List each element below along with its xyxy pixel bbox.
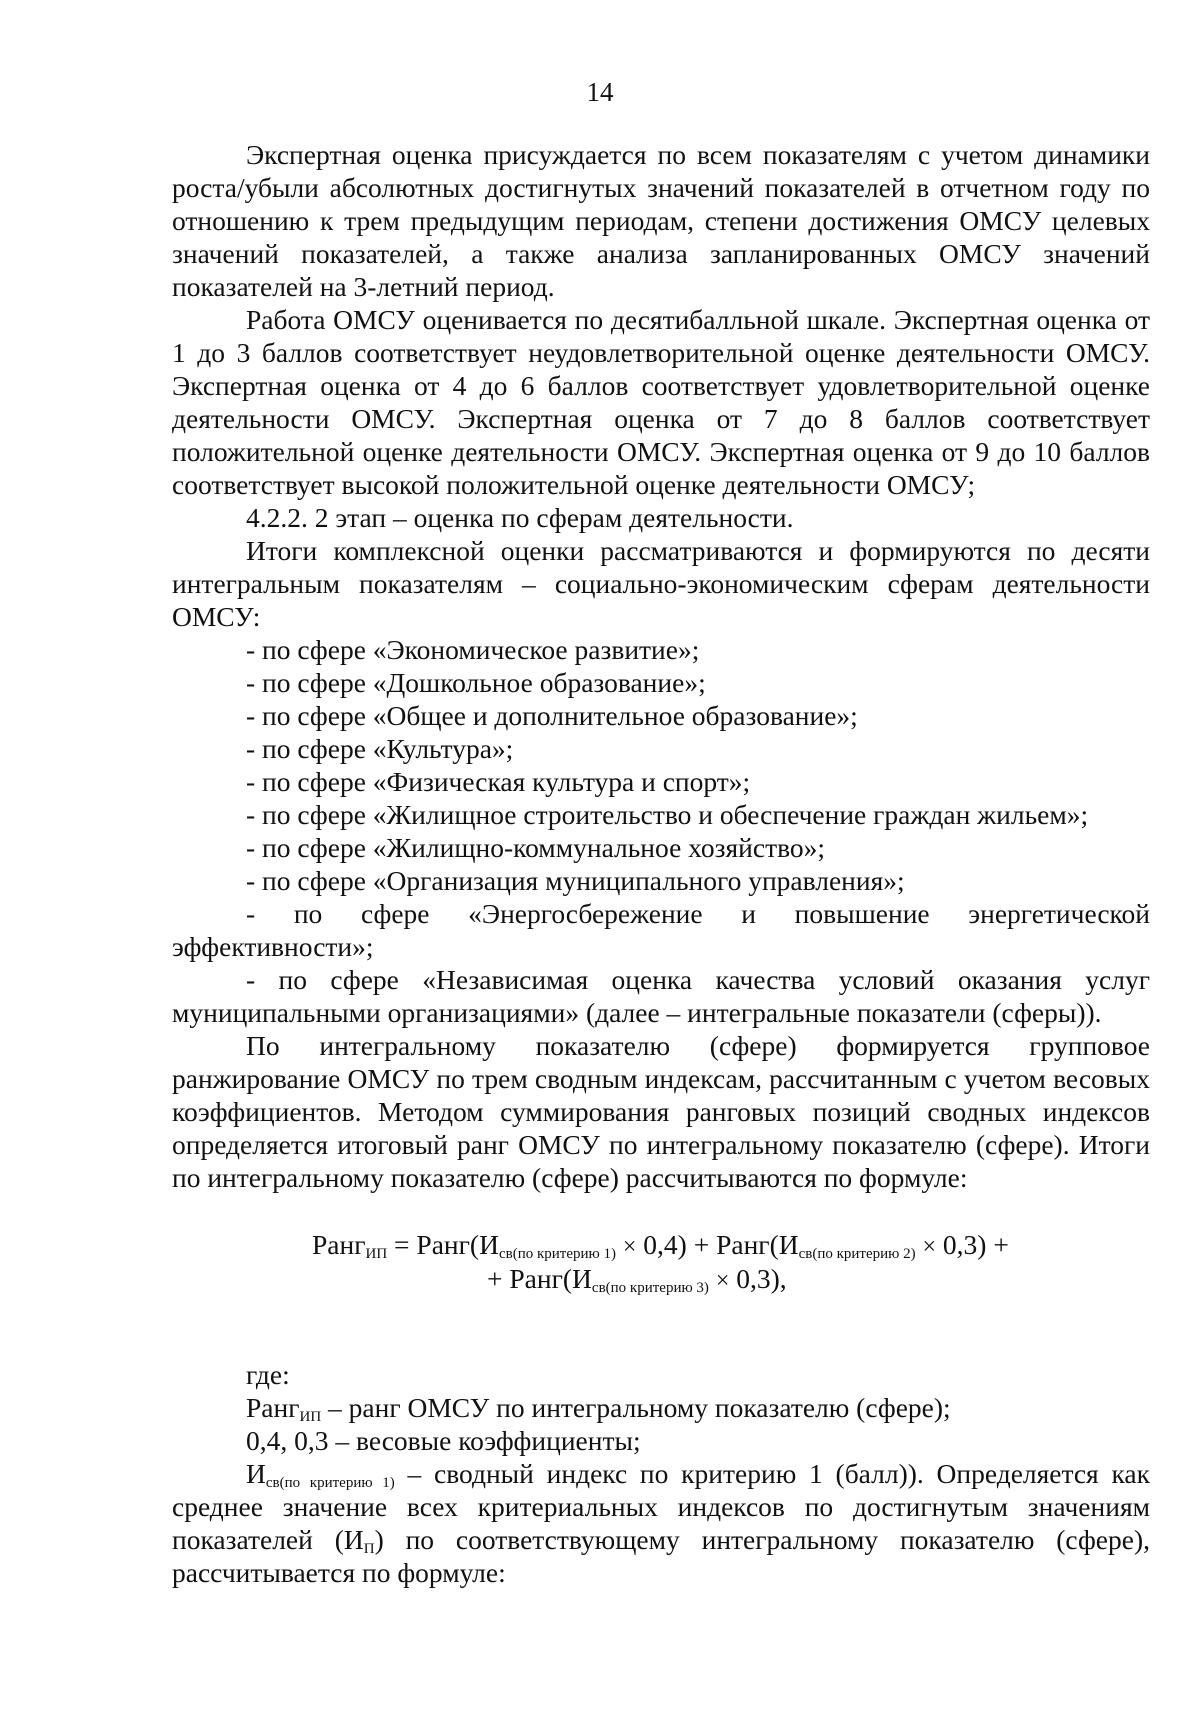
multiply-sign: ×	[622, 1234, 637, 1260]
spheres-list	[172, 633, 1150, 1029]
list-item: - по сфере «Независимая оценка качества условий оказания услуг муниципальными организациями» (далее – интегральные показатели (сферы)).	[172, 964, 1150, 1028]
paragraph-expert-assessment: Экспертная оценка присуждается по всем показателям с учетом динамики роста/убыли абсолютных достигнутых значений показателей в отчетном году по отношению к трем предыдущим периодам, степени достижения ОМСУ целевых значений показателей, а также анализа запланированных ОМСУ значений показателей на 3-летний период.	[172, 139, 1150, 302]
formula-line-1: Ранг$_{ИП}$ = $Ранг(И_{св(по критерию 1)} \times 0,4)$ + $Ранг(И_{св(по критерию 2)} \times 0,3)$ +	[312, 1229, 1009, 1262]
list-item: - по сфере «Дошкольное образование»;	[246, 667, 706, 698]
list-item: - по сфере «Организация муниципального управления»;	[246, 865, 905, 896]
list-item: - по сфере «Жилищное строительство и обеспечение граждан жильем»;	[246, 799, 1089, 830]
paragraph-stage-2-heading: 4.2.2. 2 этап – оценка по сферам деятельности.	[246, 502, 794, 533]
page-number: 14	[586, 77, 614, 107]
rank-formula	[172, 1228, 1150, 1338]
paragraph-group-ranking: По интегральному показателю (сфере) формируется групповое ранжирование ОМСУ по трем сводным индексам, рассчитанным с учетом весовых коэффициентов. Методом суммирования ранговых позиций сводных индексов определяется итоговый ранг ОМСУ по интегральному показателю (сфере). Итоги по интегральному показателю (сфере) рассчитываются по формуле:	[172, 1030, 1150, 1193]
multiply-sign: ×	[715, 1268, 730, 1294]
multiply-sign: ×	[922, 1234, 937, 1260]
list-item: - по сфере «Экономическое развитие»;	[246, 634, 700, 665]
definition-weights: 0,4, 0,3 – весовые коэффициенты;	[246, 1425, 641, 1456]
formula-line-2: + $Ранг(И_{св(по критерию 3)} \times 0,3)$,	[487, 1263, 787, 1296]
definition-rank: Ранг$_{ИП}$ – ранг ОМСУ по интегральному показателю (сфере);	[246, 1392, 951, 1425]
list-item: - по сфере «Энергосбережение и повышение энергетической эффективности»;	[172, 898, 1150, 962]
definition-summary-index: $И_{св(по критерию 1)}$ – сводный индекс по критерию 1 (балл)). Определяется как среднее значение всех критериальных индексов по достигнутым значениям показателей $(И_П)$ по соответствующему интегральному показателю (сфере), рассчитывается по формуле:	[172, 1458, 1150, 1588]
paragraph-integral-indicators: Итоги комплексной оценки рассматриваются и формируются по десяти интегральным показателям – социально-экономическим сферам деятельности ОМСУ:	[172, 535, 1150, 632]
list-item: - по сфере «Общее и дополнительное образование»;	[246, 700, 858, 731]
list-item: - по сфере «Культура»;	[246, 733, 514, 764]
list-item: - по сфере «Жилищно-коммунальное хозяйство»;	[246, 832, 826, 863]
list-item: - по сфере «Физическая культура и спорт»;	[246, 766, 751, 797]
where-label: где:	[246, 1359, 290, 1390]
document-body	[172, 138, 1150, 1589]
paragraph-ten-point-scale: Работа ОМСУ оценивается по десятибалльной шкале. Экспертная оценка от 1 до 3 баллов соответствует неудовлетворительной оценке деятельности ОМСУ. Экспертная оценка от 4 до 6 баллов соответствует удовлетворительной оценке деятельности ОМСУ. Экспертная оценка от 7 до 8 баллов соответствует положительной оценке деятельности ОМСУ. Экспертная оценка от 9 до 10 баллов соответствует высокой положительной оценке деятельности ОМСУ;	[172, 304, 1150, 500]
